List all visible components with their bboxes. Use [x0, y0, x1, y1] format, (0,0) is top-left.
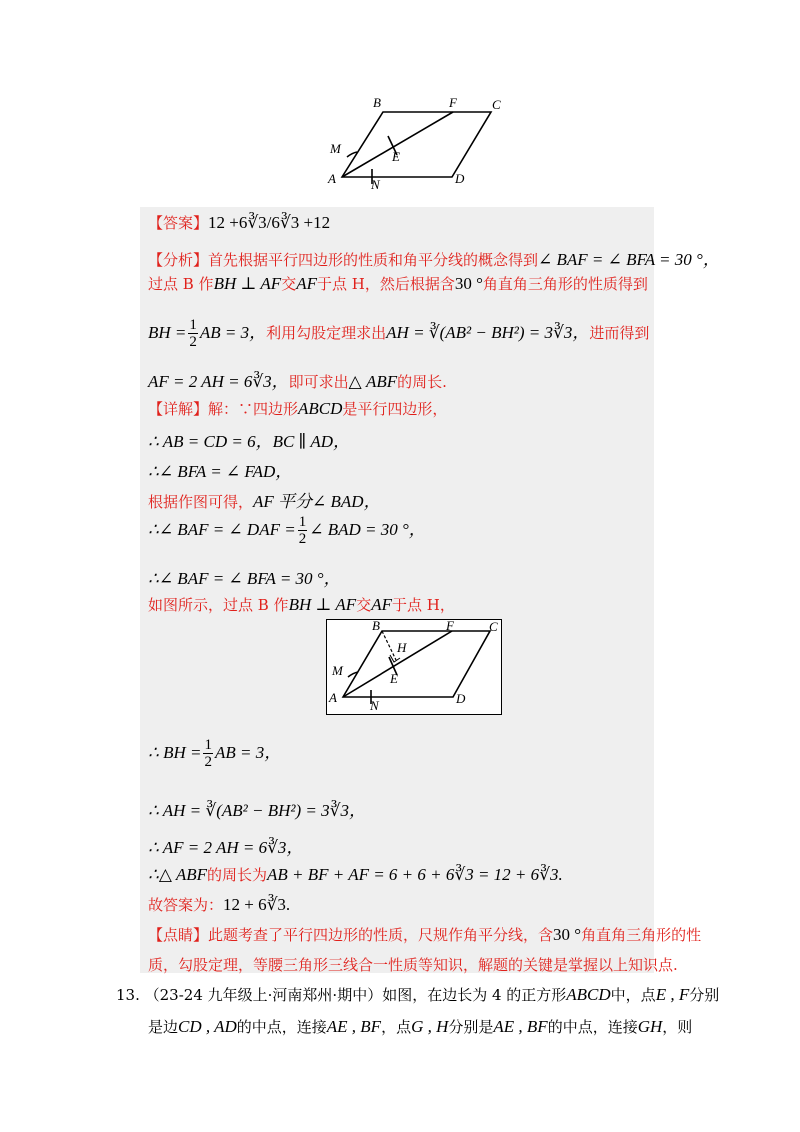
label-c: C [492, 97, 501, 112]
analysis-line-1: 【分析】首先根据平行四边形的性质和角平分线的概念得到∠ BAF = ∠ BFA = 30 °， [148, 250, 720, 269]
label-d: D [455, 171, 465, 186]
question-number: 13. [116, 986, 140, 1004]
question-13-line-1: 13. （23-24 九年级上·河南郑州·期中）如图，在边长为 4 的正方形ABCD中，点E , F分别 [116, 985, 720, 1004]
detail-line-10: ∴ AF = 2 AH = 6∛3， [148, 838, 304, 857]
answer-line: 【答案】12 +6∛3/6∛3 +12 [148, 213, 331, 232]
label-c: C [489, 619, 498, 634]
label-d: D [456, 691, 466, 706]
detail-line-9: ∴ AH = ∛(AB² − BH²) = 3∛3， [148, 801, 366, 820]
label-e: E [390, 671, 398, 686]
analysis-line-2: 过点 B 作BH ⊥ AF交AF于点 H，然后根据含30 °角直角三角形的性质得到 [148, 274, 648, 293]
answer-text: 12 +6∛3/6∛3 +12 [208, 213, 331, 232]
label-b: B [373, 95, 381, 110]
comment-line-1: 【点睛】此题考查了平行四边形的性质，尺规作角平分线，含30 °角直角三角形的性 [148, 925, 702, 944]
parallelogram-figure-1 [325, 95, 505, 195]
label-h: H [397, 640, 407, 655]
label-a: A [329, 690, 337, 705]
detail-line-7: 如图所示，过点 B 作BH ⊥ AF交AF于点 H， [148, 595, 455, 614]
label-n: N [371, 177, 380, 192]
detail-line-4: 根据作图可得，AF 平分∠ BAD， [148, 492, 381, 511]
label-n: N [370, 698, 379, 713]
parallelogram-figure-2 [326, 619, 502, 715]
label-b: B [372, 619, 380, 633]
label-m: M [330, 141, 341, 156]
label-e: E [392, 149, 400, 164]
detail-line-12: 故答案为：12 + 6∛3. [148, 895, 291, 914]
detail-line-3: ∴∠ BFA = ∠ FAD， [148, 462, 293, 481]
detail-line-11: ∴△ ABF的周长为AB + BF + AF = 6 + 6 + 6∛3 = 12 + 6∛3. [148, 865, 563, 884]
label-f: F [449, 95, 457, 110]
analysis-line-4: AF = 2 AH = 6∛3，即可求出△ ABF的周长. [148, 372, 447, 391]
label-a: A [328, 171, 336, 186]
detail-line-8: ∴ BH = $\frac{1}{2}$ AB = 3， [148, 737, 282, 770]
detail-line-1: 【详解】解：∵四边形ABCD是平行四边形， [148, 399, 448, 418]
detail-line-2: ∴ AB = CD = 6，BC ∥ AD， [148, 432, 351, 451]
label-f: F [446, 619, 454, 633]
label-m: M [332, 663, 343, 678]
detail-line-5: ∴∠ BAF = ∠ DAF = $\frac{1}{2}$ ∠ BAD = 30 °， [148, 514, 426, 547]
analysis-line-3: BH = $\frac{1}{2}$ AB = 3，利用勾股定理求出AH = ∛(AB² − BH²) = 3∛3，进而得到 [148, 317, 650, 350]
comment-line-2: 质，勾股定理，等腰三角形三线合一性质等知识，解题的关键是掌握以上知识点. [148, 956, 678, 974]
detail-line-6: ∴∠ BAF = ∠ BFA = 30 °， [148, 569, 341, 588]
question-13-line-2: 是边CD , AD的中点，连接AE , BF，点G , H分别是AE , BF的中点，连接GH，则 [148, 1017, 693, 1036]
